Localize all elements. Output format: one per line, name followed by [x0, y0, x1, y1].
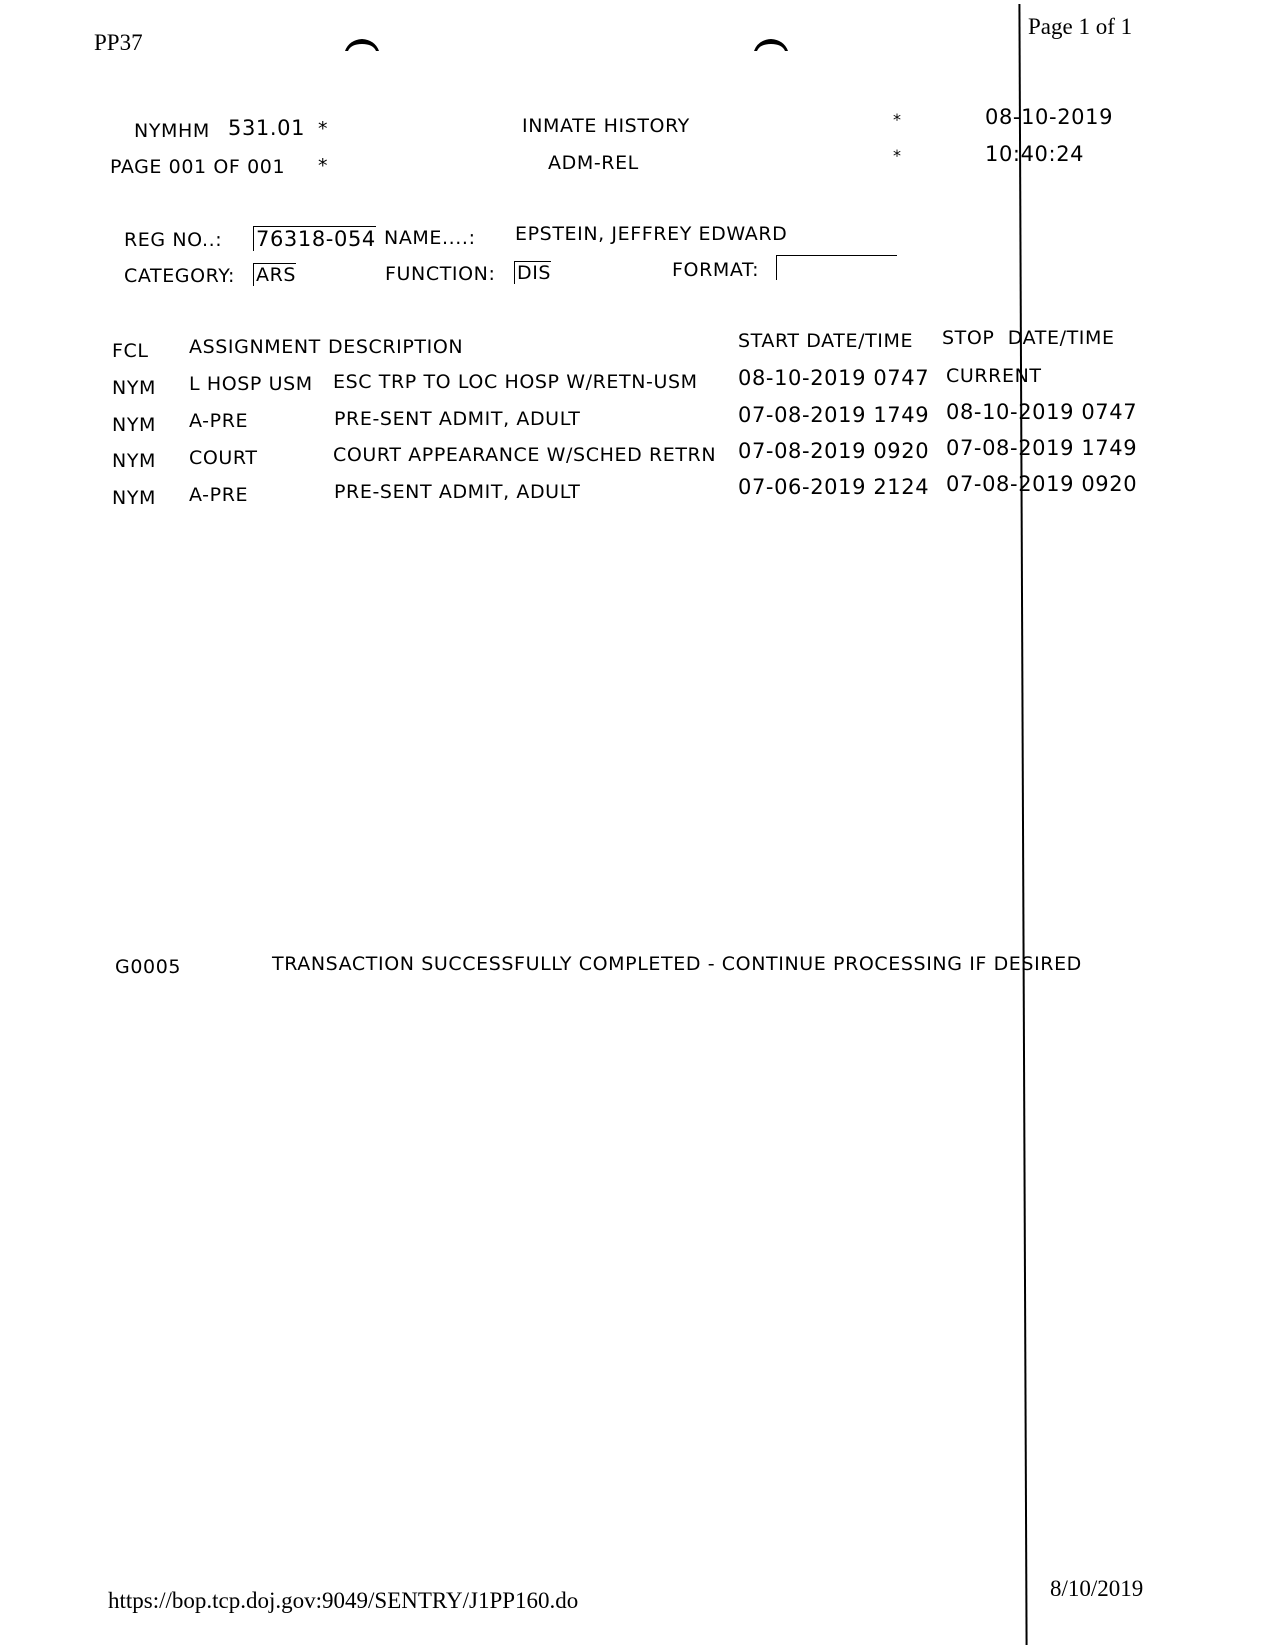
reg-no-input[interactable]: 76318-054	[253, 226, 376, 251]
reg-no-label: REG NO..:	[124, 229, 223, 251]
cell-start: 08-10-2019 0747	[738, 366, 930, 390]
column-header-stop: STOP DATE/TIME	[942, 327, 1115, 349]
cell-stop: CURRENT	[946, 365, 1042, 387]
function-label: FUNCTION:	[385, 263, 496, 285]
scan-artifact-line	[1018, 4, 1027, 1645]
column-header-assignment: ASSIGNMENT	[189, 336, 321, 358]
category-input[interactable]: ARS	[253, 263, 296, 286]
hole-punch-mark-icon	[343, 36, 381, 52]
cell-assignment: A-PRE	[189, 410, 249, 432]
column-header-description: DESCRIPTION	[328, 336, 464, 358]
cell-description: COURT APPEARANCE W/SCHED RETRN	[333, 444, 717, 466]
page-number-label: Page 1 of 1	[1028, 14, 1133, 39]
screen-time: 10:40:24	[985, 142, 1085, 166]
form-id: PP37	[94, 30, 143, 55]
name-label: NAME....:	[384, 227, 476, 249]
cell-assignment: A-PRE	[189, 484, 249, 506]
version-number: 531.01	[228, 116, 306, 140]
screen-subtitle: ADM-REL	[548, 152, 639, 174]
category-label: CATEGORY:	[124, 265, 235, 287]
system-code: NYMHM	[134, 120, 210, 142]
hole-punch-mark-icon	[752, 36, 790, 52]
print-date: 8/10/2019	[1050, 1576, 1144, 1601]
column-header-start: START DATE/TIME	[738, 330, 914, 352]
screen-title: INMATE HISTORY	[522, 115, 690, 137]
cell-stop: 07-08-2019 1749	[946, 436, 1138, 460]
cell-start: 07-06-2019 2124	[738, 475, 930, 499]
message-code: G0005	[115, 956, 182, 978]
cell-fcl: NYM	[112, 414, 157, 436]
status-message: TRANSACTION SUCCESSFULLY COMPLETED - CONTINUE PROCESSING IF DESIRED	[272, 953, 1082, 975]
cell-description: PRE-SENT ADMIT, ADULT	[334, 408, 581, 430]
cell-assignment: COURT	[189, 447, 258, 469]
star-marker: *	[893, 110, 902, 129]
cell-fcl: NYM	[112, 487, 157, 509]
column-header-fcl: FCL	[112, 340, 149, 362]
cell-stop: 08-10-2019 0747	[946, 400, 1138, 424]
cell-fcl: NYM	[112, 377, 157, 399]
star-marker: *	[318, 118, 329, 140]
name-value: EPSTEIN, JEFFREY EDWARD	[515, 223, 788, 245]
cell-fcl: NYM	[112, 450, 157, 472]
function-input[interactable]: DIS	[514, 261, 551, 284]
format-label: FORMAT:	[672, 259, 760, 281]
cell-description: PRE-SENT ADMIT, ADULT	[334, 481, 581, 503]
star-marker: *	[893, 146, 902, 165]
screen-date: 08-10-2019	[985, 105, 1114, 129]
page-url: https://bop.tcp.doj.gov:9049/SENTRY/J1PP160.do	[108, 1588, 579, 1613]
cell-stop: 07-08-2019 0920	[946, 472, 1138, 496]
format-input[interactable]	[776, 255, 897, 280]
cell-start: 07-08-2019 0920	[738, 439, 930, 463]
cell-start: 07-08-2019 1749	[738, 403, 930, 427]
cell-assignment: L HOSP USM	[189, 373, 313, 395]
page-info: PAGE 001 OF 001	[110, 156, 286, 178]
cell-description: ESC TRP TO LOC HOSP W/RETN-USM	[333, 371, 698, 393]
star-marker: *	[318, 155, 329, 177]
